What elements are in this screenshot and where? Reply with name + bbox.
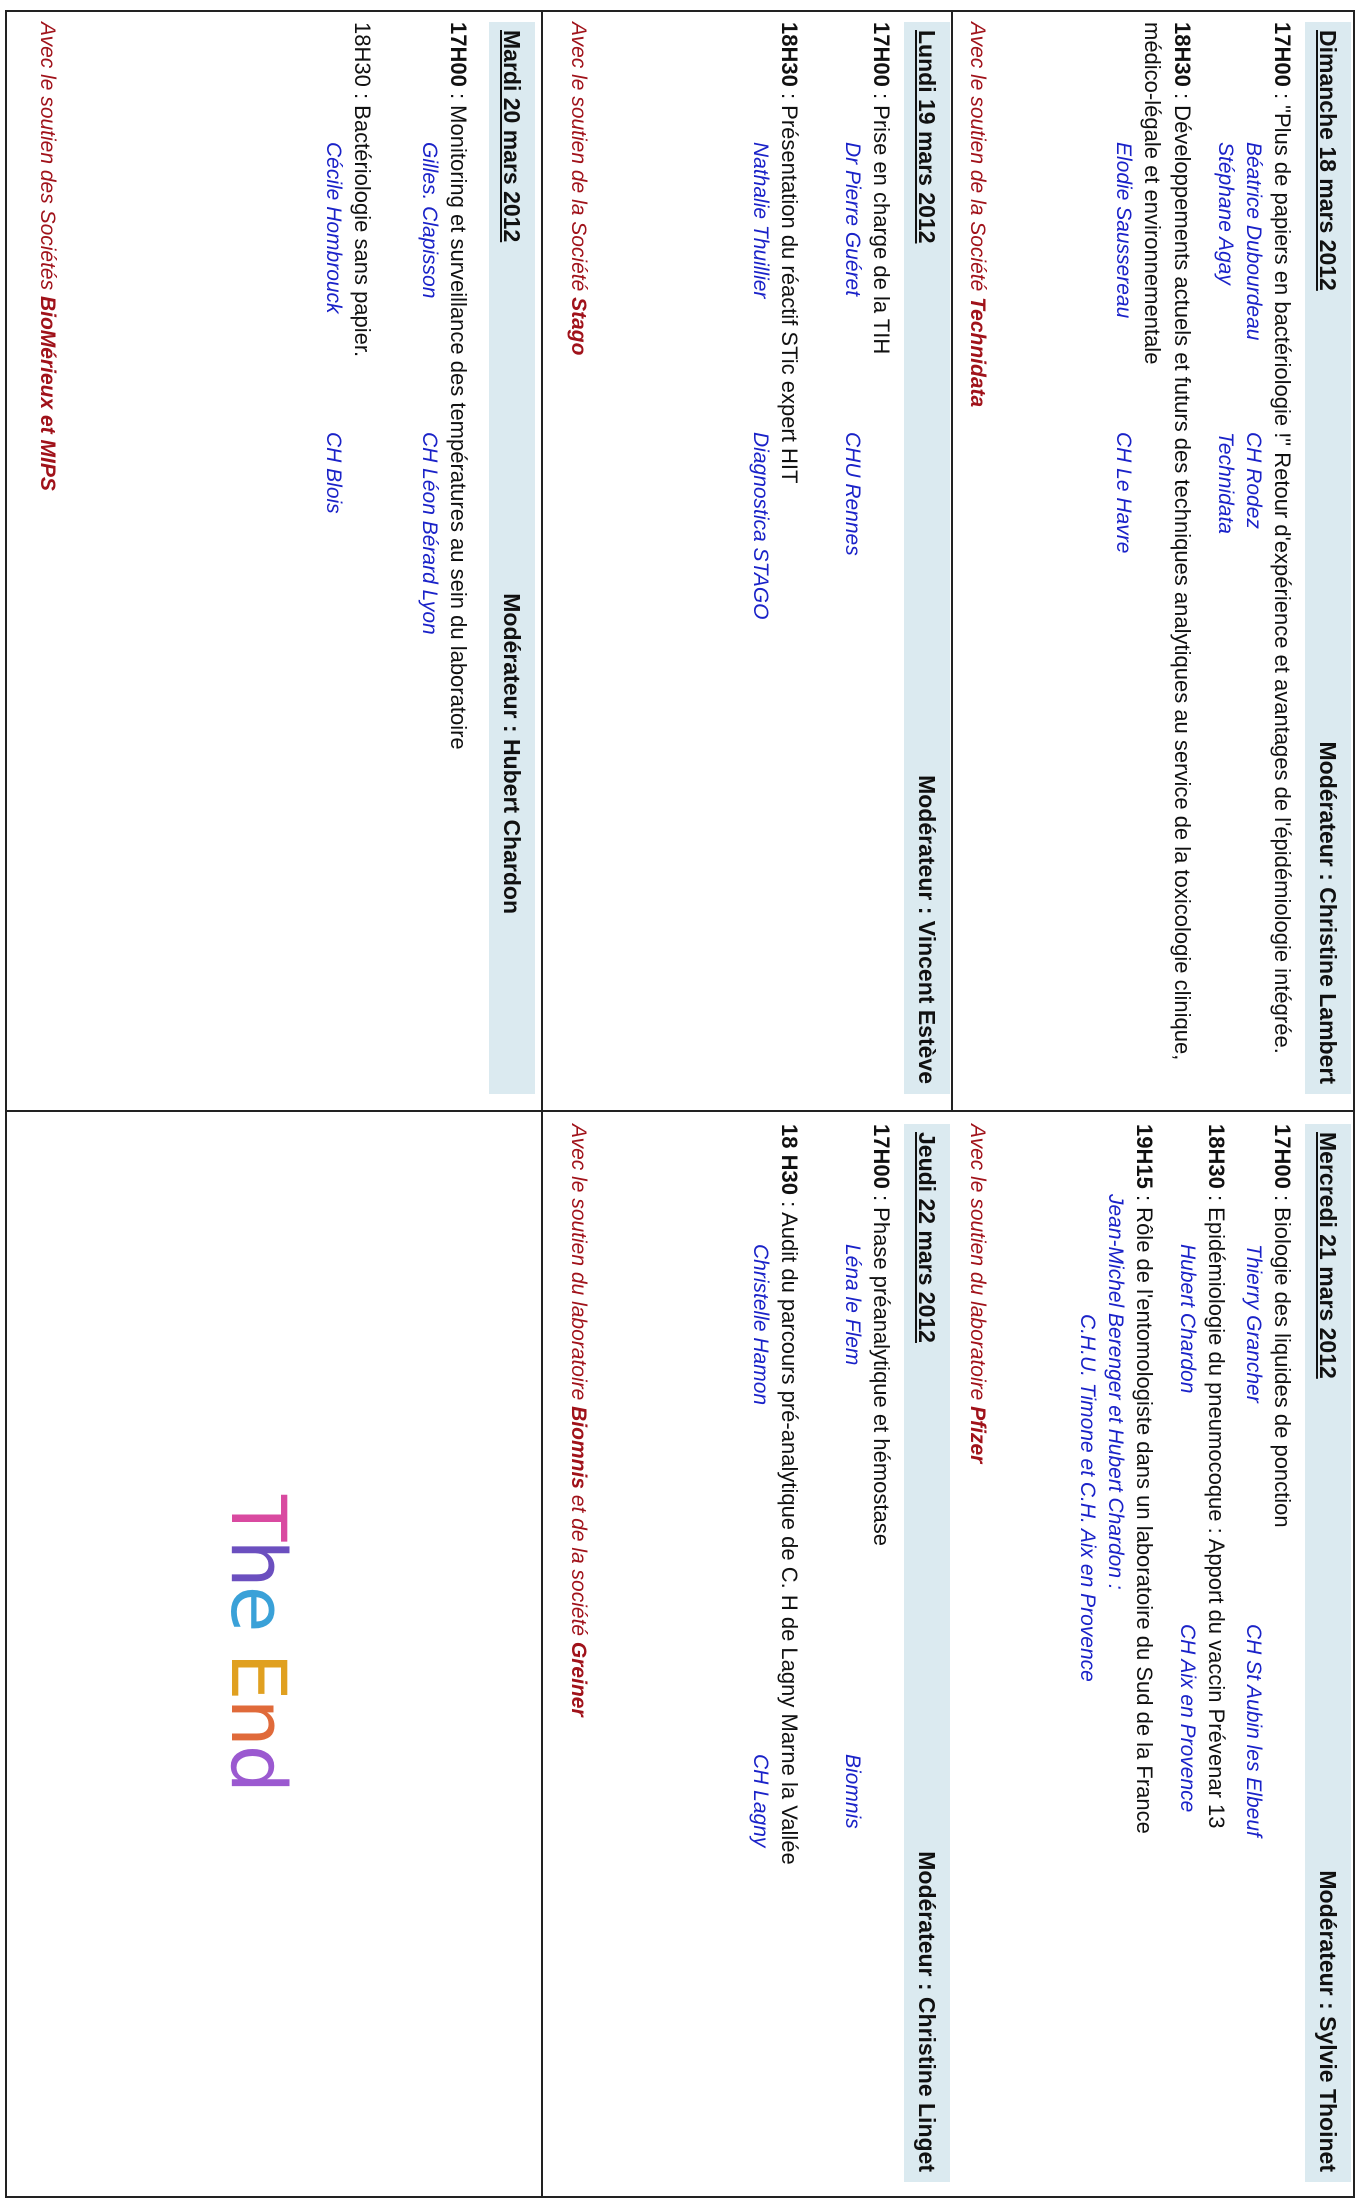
speaker-affiliation: CH Aix en Provence: [1176, 1624, 1199, 1813]
speaker-affiliation: CH Lagny: [749, 1754, 772, 1848]
talk-time: 18H30: [1170, 22, 1195, 87]
speaker-name: Cécile Hombrouck: [322, 142, 345, 314]
row-divider-top: [951, 10, 953, 1110]
talk: [347, 22, 377, 1094]
speaker-affiliation: CH Léon Bérard Lyon: [418, 432, 441, 635]
sponsor-text: Avec le soutien du laboratoire: [567, 1124, 590, 1407]
talk-title: : Prise en charge de la TIH: [869, 86, 894, 355]
talk-title: : Rôle de l'entomologiste dans un laboratoire du Sud de la France: [1132, 1188, 1157, 1834]
the-end-letter: [214, 1630, 303, 1652]
sponsor-name: Greiner: [567, 1641, 590, 1717]
sponsor-note: [35, 22, 59, 491]
day-date: Lundi 19 mars 2012: [914, 30, 941, 244]
speaker-affiliation: CH Blois: [322, 432, 345, 514]
moderator: Modérateur : Hubert Chardon: [499, 593, 526, 914]
speaker: [1239, 1124, 1267, 2182]
the-end-letter: n: [214, 1698, 303, 1745]
sponsor-text: Avec le soutien de la Société: [567, 22, 590, 298]
day-block-tuesday: [7, 12, 539, 1108]
sponsor-note: [965, 1124, 989, 1463]
speaker: [415, 22, 443, 1094]
speaker: [746, 22, 774, 1094]
sponsor-name: Biomnis: [567, 1406, 590, 1489]
speaker-name: Nathalie Thuillier: [749, 142, 772, 299]
speaker-names: Jean-Michel Berenger et Hubert Chardon :: [1104, 1194, 1127, 1590]
talk-time: 17H00: [1270, 1124, 1295, 1189]
day-block-thursday: [545, 1114, 950, 2196]
moderator: Modérateur : Christine Linget: [914, 1851, 941, 2172]
speaker-affiliation: CH Le Havre: [1112, 432, 1135, 554]
speaker: [838, 22, 866, 1094]
sponsor-name: Pfizer: [966, 1406, 989, 1464]
talk: [443, 22, 473, 1094]
day-date: Mercredi 21 mars 2012: [1315, 1132, 1342, 1379]
day-header: [904, 22, 950, 1094]
sponsor-name: Stago: [567, 297, 590, 356]
talk-time: 18H30: [350, 22, 375, 87]
talk-title: : Epidémiologie du pneumocoque : Apport du vaccin Prévenar 13: [1204, 1188, 1229, 1829]
talk-title: : Monitoring et surveillance des températures au sein du laboratoire: [446, 86, 471, 750]
speaker: [746, 1124, 774, 2182]
day-date: Dimanche 18 mars 2012: [1315, 30, 1342, 291]
talk: [1267, 22, 1297, 1094]
sponsor-note: [566, 22, 590, 355]
day-block-sunday: [955, 12, 1351, 1108]
moderator: Modérateur : Christine Lambert: [1315, 741, 1342, 1084]
speaker-affiliation: CHU Rennes: [841, 432, 864, 556]
talk-time: 17H00: [446, 22, 471, 87]
talk: [774, 22, 804, 1094]
talk-title: : Biologie des liquides de ponction: [1270, 1188, 1295, 1528]
sponsor-name: Technidata: [966, 297, 989, 408]
the-end-letter: e: [214, 1585, 303, 1631]
speaker-name: Stéphane Agay: [1214, 142, 1237, 285]
day-header: [904, 1124, 950, 2182]
speaker-name: Dr Pierre Guéret: [841, 142, 864, 297]
the-end-letter: T: [214, 1495, 303, 1540]
sponsor-text: Avec le soutien du laboratoire: [966, 1124, 989, 1407]
day-header: [489, 22, 535, 1094]
talk-title: : Phase préanalytique et hémostase: [869, 1188, 894, 1546]
sponsor-text: Avec le soutien des Sociétés: [36, 22, 59, 296]
speaker: [1173, 1124, 1201, 2182]
row-divider-bottom: [541, 10, 543, 2198]
speaker-name: Gilles. Clapisson: [418, 142, 441, 299]
talk-time: 17H00: [1270, 22, 1295, 87]
talk: [866, 22, 896, 1094]
speaker-affiliation: C.H.U. Timone et C.H. Aix en Provence: [1076, 1314, 1099, 1682]
speaker-name: Christelle Hamon: [749, 1244, 772, 1406]
speaker-affiliation: Technidata: [1214, 432, 1237, 534]
speaker-name: Elodie Saussereau: [1112, 142, 1135, 319]
speaker-name: Léna le Flem: [841, 1244, 864, 1366]
speaker-name: Thierry Grancher: [1242, 1244, 1265, 1403]
the-end-letter: h: [214, 1539, 303, 1586]
sponsor-note: [965, 22, 989, 407]
day-date: Mardi 20 mars 2012: [499, 30, 526, 243]
talk: [1201, 1124, 1231, 2182]
moderator: Modérateur : Vincent Estève: [914, 775, 941, 1084]
speaker: [1239, 22, 1267, 1094]
talk-time: 18 H30: [777, 1124, 802, 1195]
speaker-affiliation-line: [1073, 1124, 1101, 2182]
talk-title: : Présentation du réactif STic expert HIT: [777, 86, 802, 484]
talk-title: : "Plus de papiers en bactériologie !" Retour d'expérience et avantages de l'épidémiologie intégrée.: [1270, 86, 1295, 1054]
talk: [1129, 1124, 1159, 2182]
talk: [866, 1124, 896, 2182]
talk: [774, 1124, 804, 2182]
the-end-letter: d: [214, 1744, 303, 1791]
speaker-name: Hubert Chardon: [1176, 1244, 1199, 1394]
sponsor-text: et de la société: [567, 1488, 590, 1642]
talk-time: 17H00: [869, 1124, 894, 1189]
day-block-monday: [545, 12, 950, 1108]
talk-title: : Audit du parcours pré-analytique de C. H de Lagny Marne la Vallée: [777, 1194, 802, 1865]
talk: [1137, 22, 1197, 1094]
the-end-letter: E: [214, 1652, 303, 1699]
talk: [1267, 1124, 1297, 2182]
speaker: [319, 22, 347, 1094]
talk-time: 17H00: [869, 22, 894, 87]
speaker: [1109, 22, 1137, 1094]
day-date: Jeudi 22 mars 2012: [914, 1132, 941, 1343]
speaker-affiliation: CH St Aubin les Elbeuf: [1242, 1624, 1265, 1837]
the-end-wordart: [214, 1495, 303, 1791]
speaker: [838, 1124, 866, 2182]
talk-time: 18H30: [777, 22, 802, 87]
sponsor-note: [566, 1124, 590, 1717]
column-divider: [5, 1110, 1355, 1112]
sponsor-name: BioMérieux et MIPS: [36, 295, 59, 491]
speaker-affiliation: Diagnostica STAGO: [749, 432, 772, 620]
day-header: [1305, 22, 1351, 1094]
day-block-wednesday: [955, 1114, 1351, 2196]
talk-title: : Bactériologie sans papier.: [350, 86, 375, 358]
speaker: [1101, 1124, 1129, 2182]
moderator: Modérateur : Sylvie Thoinet: [1315, 1870, 1342, 2172]
day-header: [1305, 1124, 1351, 2182]
talk-time: 19H15: [1132, 1124, 1157, 1189]
talk-time: 18H30: [1204, 1124, 1229, 1189]
speaker-name: Béatrice Dubourdeau: [1242, 142, 1265, 341]
speaker-affiliation: Biomnis: [841, 1754, 864, 1829]
sponsor-text: Avec le soutien de la Société: [966, 22, 989, 298]
speaker-affiliation: CH Rodez: [1242, 432, 1265, 529]
speaker: [1211, 22, 1239, 1094]
talk-title: : Développements actuels et futurs des techniques analytiques au service de la toxicologie clinique, médico-légale et environnementale: [1140, 22, 1195, 1061]
